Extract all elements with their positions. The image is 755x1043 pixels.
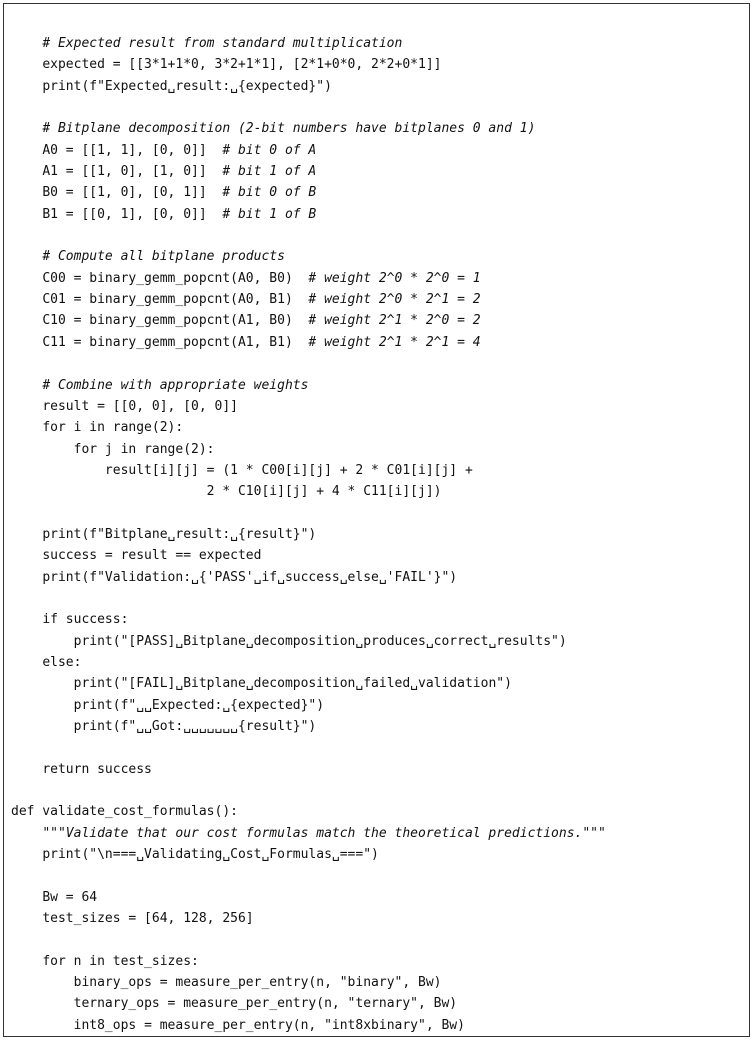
code-line: [11, 460, 606, 481]
code-indent: [11, 420, 42, 435]
code-line: [11, 332, 606, 353]
code-line: [11, 118, 606, 139]
code-comment: # Bitplane decomposition (2-bit numbers have bitplanes 0 and 1): [42, 121, 536, 137]
code-indent: [11, 698, 74, 713]
code-indent: [11, 676, 74, 691]
code-text: print(f"␣␣Got:␣␣␣␣␣␣␣{result}"): [73, 719, 317, 734]
code-indent: [11, 207, 42, 222]
code-indent: [11, 655, 42, 670]
code-line: [11, 993, 606, 1014]
code-indent: [11, 271, 42, 286]
code-line: [11, 929, 606, 950]
code-comment: # Expected result from standard multiplication: [42, 36, 403, 51]
code-indent: [11, 911, 42, 926]
code-text: def validate_cost_formulas():: [11, 804, 238, 820]
code-line: [11, 54, 606, 75]
code-line: [11, 652, 606, 673]
code-comment: # Combine with appropriate weights: [42, 377, 309, 393]
code-line: [11, 716, 606, 737]
code-text: result[i][j] = (1 * C00[i][j] + 2 * C01[i][j] +: [104, 462, 473, 478]
code-line: [11, 759, 606, 780]
code-line: [11, 225, 606, 246]
code-line: [11, 801, 606, 822]
code-text: expected = [[3*1+1*0, 3*2+1*1], [2*1+0*0, 2*2+0*1]]: [42, 57, 442, 73]
code-line: [11, 182, 606, 203]
code-indent: [11, 954, 42, 969]
code-line: [11, 823, 606, 844]
code-indent: [11, 570, 42, 585]
code-text: print(f"Expected␣result:␣{expected}"): [42, 78, 332, 94]
code-line: [11, 353, 606, 374]
code-indent: [11, 57, 42, 72]
code-line: [11, 1015, 606, 1036]
code-line: [11, 737, 606, 758]
code-text: return success: [42, 761, 152, 777]
code-indent: [11, 335, 42, 350]
code-indent: [11, 612, 42, 627]
code-line: [11, 97, 606, 118]
code-indent: [11, 996, 74, 1011]
code-line: [11, 631, 606, 652]
code-text: C10 = binary_gemm_popcnt(A1, B0): [42, 313, 309, 329]
code-text: print(f"Validation:␣{'PASS'␣if␣success␣else␣'FAIL'}"): [42, 569, 458, 585]
code-indent: [11, 378, 42, 393]
code-text: binary_ops = measure_per_entry(n, "binary", Bw): [73, 975, 442, 991]
code-comment: # bit 0 of A: [222, 142, 317, 158]
code-line: [11, 673, 606, 694]
code-line: [11, 246, 606, 267]
code-indent: [11, 143, 42, 158]
code-indent: [11, 634, 74, 649]
code-indent: [11, 548, 42, 563]
code-comment: """Validate that our cost formulas match the theoretical predictions.""": [42, 825, 606, 841]
code-line: [11, 268, 606, 289]
code-line: [11, 503, 606, 524]
code-comment: # Compute all bitplane products: [42, 249, 285, 265]
code-line: [11, 844, 606, 865]
code-comment: # bit 1 of B: [222, 206, 317, 222]
code-text: result = [[0, 0], [0, 0]]: [42, 398, 238, 414]
code-line: [11, 524, 606, 545]
code-indent: [11, 313, 42, 328]
code-comment: # weight 2^1 * 2^1 = 4: [308, 334, 481, 350]
code-line: [11, 417, 606, 438]
code-text: A1 = [[1, 0], [1, 0]]: [42, 164, 223, 180]
code-line: [11, 396, 606, 417]
code-line: [11, 204, 606, 225]
code-indent: [11, 484, 207, 499]
code-line: [11, 140, 606, 161]
code-text: C01 = binary_gemm_popcnt(A0, B1): [42, 292, 309, 308]
code-text: B1 = [[0, 1], [0, 0]]: [42, 206, 223, 222]
code-indent: [11, 36, 42, 51]
code-text: else:: [42, 654, 82, 670]
code-line: [11, 545, 606, 566]
code-text: B0 = [[1, 0], [0, 1]]: [42, 185, 223, 201]
code-text: success = result == expected: [42, 548, 262, 564]
code-line: [11, 161, 606, 182]
code-text: int8_ops = measure_per_entry(n, "int8xbinary", Bw): [73, 1017, 465, 1033]
code-line: [11, 310, 606, 331]
code-line: [11, 908, 606, 929]
code-line: [11, 588, 606, 609]
code-indent: [11, 762, 42, 777]
code-line: [11, 780, 606, 801]
code-line: [11, 951, 606, 972]
code-listing: [11, 33, 606, 1036]
code-text: print(f"␣␣Expected:␣{expected}"): [73, 697, 325, 713]
code-line: [11, 865, 606, 886]
code-text: print("[FAIL]␣Bitplane␣decomposition␣failed␣validation"): [73, 676, 512, 692]
code-indent: [11, 719, 74, 734]
code-indent: [11, 527, 42, 542]
code-line: [11, 289, 606, 310]
code-line: [11, 375, 606, 396]
code-text: for j in range(2):: [73, 441, 215, 457]
code-text: print("\n===␣Validating␣Cost␣Formulas␣==="): [42, 847, 379, 863]
code-text: test_sizes = [64, 128, 256]: [42, 911, 254, 927]
code-indent: [11, 1018, 74, 1033]
code-indent: [11, 442, 74, 457]
code-indent: [11, 826, 42, 841]
code-indent: [11, 185, 42, 200]
code-line: [11, 695, 606, 716]
code-text: C11 = binary_gemm_popcnt(A1, B1): [42, 334, 309, 350]
code-text: for i in range(2):: [42, 420, 184, 436]
code-indent: [11, 249, 42, 264]
code-line: [11, 972, 606, 993]
code-text: C00 = binary_gemm_popcnt(A0, B0): [42, 270, 309, 286]
code-line: [11, 439, 606, 460]
code-line: [11, 887, 606, 908]
code-indent: [11, 975, 74, 990]
code-indent: [11, 292, 42, 307]
code-text: print("[PASS]␣Bitplane␣decomposition␣produces␣correct␣results"): [73, 633, 567, 649]
code-comment: # weight 2^1 * 2^0 = 2: [308, 313, 481, 329]
code-line: [11, 76, 606, 97]
code-text: 2 * C10[i][j] + 4 * C11[i][j]): [206, 484, 442, 500]
code-comment: # weight 2^0 * 2^1 = 2: [308, 292, 481, 308]
code-indent: [11, 847, 42, 862]
code-text: if success:: [42, 612, 129, 628]
code-line: [11, 481, 606, 502]
code-line: [11, 609, 606, 630]
code-line: [11, 33, 606, 54]
code-text: ternary_ops = measure_per_entry(n, "ternary", Bw): [73, 996, 458, 1012]
code-indent: [11, 121, 42, 136]
code-indent: [11, 463, 105, 478]
code-comment: # weight 2^0 * 2^0 = 1: [308, 270, 481, 286]
code-text: for n in test_sizes:: [42, 953, 199, 969]
code-indent: [11, 164, 42, 179]
code-indent: [11, 890, 42, 905]
code-text: print(f"Bitplane␣result:␣{result}"): [42, 526, 317, 542]
code-comment: # bit 1 of A: [222, 164, 317, 180]
code-indent: [11, 399, 42, 414]
code-indent: [11, 79, 42, 94]
code-text: A0 = [[1, 1], [0, 0]]: [42, 142, 223, 158]
code-comment: # bit 0 of B: [222, 185, 317, 201]
code-text: Bw = 64: [42, 889, 98, 905]
code-line: [11, 567, 606, 588]
